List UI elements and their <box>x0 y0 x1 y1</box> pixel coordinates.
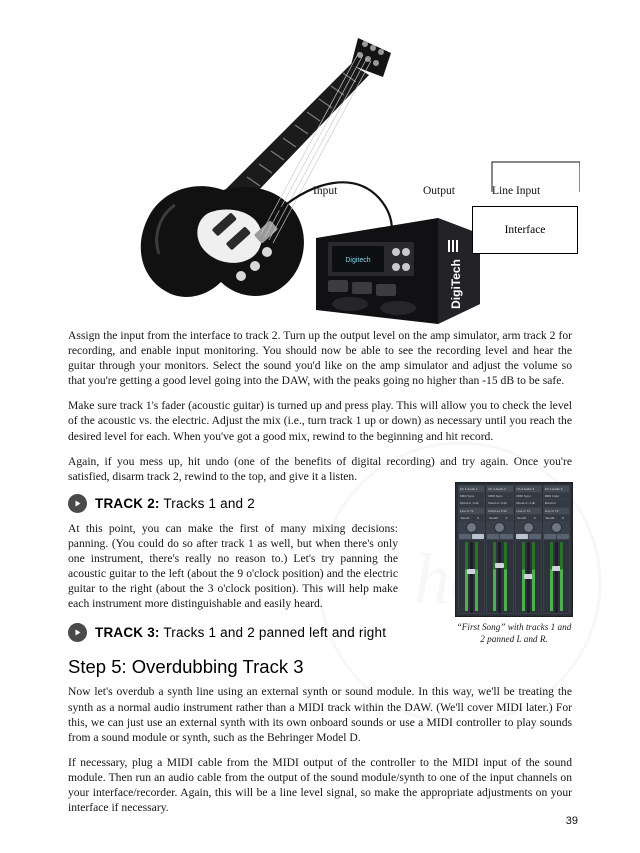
channel-line: MIDI Input <box>544 493 569 499</box>
paragraph-1: Assign the input from the interface to track 2. Turn up the output level on the amp simulator, arm track 2 for recording, and enable input monitoring. You should now be able to see the recording level and hear the guitar through your monitors. Select the sound you'd like on the amp simulator and adjust the volume so that you're getting a good level going into the DAW, with the peaks going no higher than -15 dB to be safe. <box>68 329 572 388</box>
mute-solo-row[interactable] <box>544 534 569 539</box>
channel-send-row <box>487 515 512 521</box>
mixer-channel[interactable] <box>543 485 570 614</box>
track-3-label: TRACK 3: <box>95 625 160 641</box>
channel-header: Ch 3 Audio 3 <box>516 486 541 492</box>
channel-line: Mon/Lvl -3 db <box>516 500 541 506</box>
mixer-screenshot-figure <box>455 482 573 645</box>
fader-area[interactable] <box>459 540 484 613</box>
solo-button[interactable] <box>472 534 484 539</box>
level-meter-right <box>504 542 507 611</box>
channel-value: Line In 71 <box>459 508 484 514</box>
page-number: 39 <box>565 815 578 827</box>
send-label: Send4 <box>545 515 555 520</box>
send-label: Send1 <box>460 515 470 520</box>
channel-header: Ch 1 Audio 1 <box>459 486 484 492</box>
track-3-desc: Tracks 1 and 2 panned left and right <box>163 625 387 641</box>
channel-line: MIDI Sync <box>516 493 541 499</box>
mute-button[interactable] <box>459 534 471 539</box>
send-label: Send3 <box>517 515 527 520</box>
level-meter-left <box>493 542 496 611</box>
digitech-pedal-illustration <box>310 212 490 330</box>
channel-header: Ch 2 Audio 2 <box>487 486 512 492</box>
send-value: 0 <box>500 515 512 521</box>
level-meter-right <box>532 542 535 611</box>
interface-label: Interface <box>504 224 546 236</box>
fader-track[interactable] <box>527 542 530 613</box>
fader-area[interactable] <box>544 540 569 613</box>
fader-track[interactable] <box>498 542 501 613</box>
pan-knob[interactable] <box>551 522 562 533</box>
channel-value: Mon/Lev 5 db <box>487 508 512 514</box>
send-value: 0 <box>529 515 541 521</box>
mute-button[interactable] <box>487 534 499 539</box>
paragraph-2: Make sure track 1's fader (acoustic guitar) is turned up and press play. This will allow you to check the level of the acoustic vs. the electric. Adjust the mix (i.e., turn track 1 up or down) as necessary until you reach the desired level for each. When you've got a good mix, rewind to the beginning and hit record. <box>68 399 572 443</box>
solo-button[interactable] <box>529 534 541 539</box>
mixer-channel[interactable] <box>515 485 542 614</box>
send-value: 0 <box>472 515 484 521</box>
send-value: 0 <box>557 515 569 521</box>
step-heading: Step 5: Overdubbing Track 3 <box>68 656 304 678</box>
mixer-channel[interactable] <box>458 485 485 614</box>
mixer-channel[interactable] <box>486 485 513 614</box>
track-3-title <box>95 625 386 640</box>
paragraph-3: Again, if you mess up, hit undo (one of the benefits of digital recording) and try again. Once you're satisfied, disarm track 2, rewind to the top, and give it a listen. <box>68 454 572 483</box>
level-meter-left <box>550 542 553 611</box>
track-2-desc: Tracks 1 and 2 <box>163 495 255 511</box>
svg-text:Digitech: Digitech <box>345 257 371 264</box>
mute-button[interactable] <box>516 534 528 539</box>
fader-area[interactable] <box>516 540 541 613</box>
channel-line: MIDI Sync <box>487 493 512 499</box>
channel-value: Line In 71 <box>516 508 541 514</box>
pan-knob[interactable] <box>494 522 505 533</box>
label-line-input: Line Input <box>492 185 541 197</box>
interface-box <box>472 206 578 254</box>
play-icon[interactable] <box>68 494 87 513</box>
fader-area[interactable] <box>487 540 512 613</box>
level-meter-right <box>475 542 478 611</box>
solo-button[interactable] <box>500 534 512 539</box>
mute-solo-row[interactable] <box>459 534 484 539</box>
send-label: Send2 <box>488 515 498 520</box>
pan-knob[interactable] <box>523 522 534 533</box>
mute-solo-row[interactable] <box>516 534 541 539</box>
mute-solo-row[interactable] <box>487 534 512 539</box>
channel-line: MIDI Sync <box>459 493 484 499</box>
play-icon[interactable] <box>68 623 87 642</box>
channel-send-row <box>516 515 541 521</box>
solo-button[interactable] <box>557 534 569 539</box>
fader-track[interactable] <box>470 542 473 613</box>
mute-button[interactable] <box>544 534 556 539</box>
pan-knob[interactable] <box>466 522 477 533</box>
channel-line: Mon/Lvl -3 db <box>487 500 512 506</box>
channel-send-row <box>459 515 484 521</box>
channel-line: Mon/Lvl <box>544 500 569 506</box>
daw-mixer-window <box>455 482 573 617</box>
channel-header: Ch 4 Audio 4 <box>544 486 569 492</box>
figure-guitar-pedal-interface <box>60 20 580 325</box>
fader-track[interactable] <box>555 542 558 613</box>
paragraph-4: At this point, you can make the first of many mixing decisions: panning. (You could do so after track 1 as well, but when there's only one instrument, there's really no reason to.) Let's try panning the acoustic guitar to the left (about the 9 o'clock position) and the electric guitar to the right (about the 3 o'clock position). This will help make each instrument more distinguishable and easily heard. <box>68 521 398 611</box>
label-output: Output <box>423 185 455 197</box>
mixer-caption: “First Song” with tracks 1 and 2 panned L and R. <box>456 622 572 644</box>
channel-send-row <box>544 515 569 521</box>
channel-line: Mon/Lvl -3 db <box>459 500 484 506</box>
level-meter-left <box>465 542 468 611</box>
paragraph-6: If necessary, plug a MIDI cable from the MIDI output of the controller to the MIDI input of the sound module. Then run an audio cable from the output of the sound module/synth to one of the input channels on your interface/recorder. Again, this will be a line level signal, so make the appropriate adjustments on your interface if necessary. <box>68 755 572 815</box>
track-2-title <box>95 496 255 511</box>
channel-value: Line In 73 <box>544 508 569 514</box>
paragraph-5: Now let's overdub a synth line using an external synth or sound module. In this way, we'll be treating the synth as a normal audio instrument rather than a MIDI track within the DAW. (We'll cover MIDI later.) For this, we can just use an external synth with its own onboard sounds or use a MIDI controller to play sounds from a sound module or synth, such as the Behringer Model D. <box>68 685 572 744</box>
label-input: Input <box>313 185 338 197</box>
track-2-label: TRACK 2: <box>95 495 160 511</box>
svg-text:DigiTech: DigiTech <box>449 259 463 309</box>
level-meter-right <box>560 542 563 611</box>
